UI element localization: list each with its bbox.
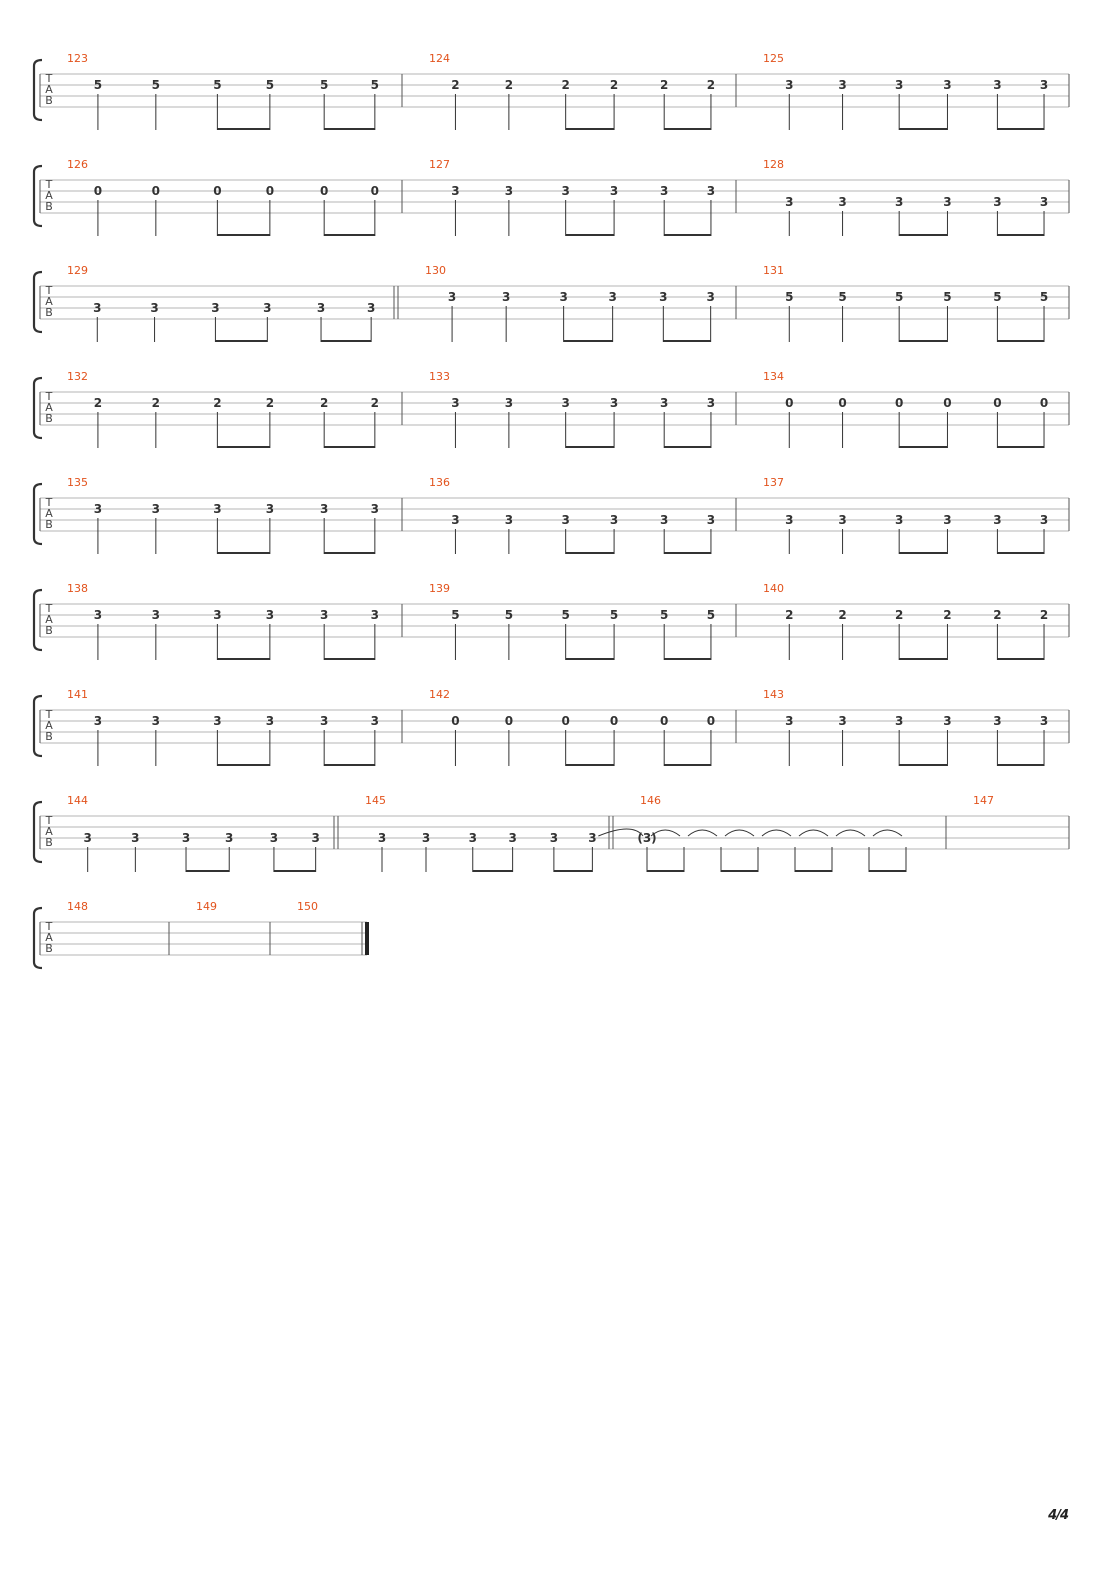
note-beam (566, 446, 614, 448)
tab-clef-letter: A (45, 931, 53, 944)
measure-number: 123 (67, 52, 88, 65)
measure-number: 134 (763, 370, 784, 383)
measure-number: 136 (429, 476, 450, 489)
fret-number: 3 (993, 78, 1002, 92)
fret-number: 3 (706, 396, 716, 410)
fret-number: 3 (993, 195, 1002, 209)
note-beam (215, 340, 267, 342)
fret-number: 2 (151, 396, 161, 410)
fret-number: 3 (588, 831, 597, 845)
fret-number: 3 (468, 831, 477, 845)
fret-number: 3 (785, 78, 794, 92)
fret-number: 3 (181, 831, 191, 845)
note-beam (217, 128, 269, 130)
fret-number: 2 (706, 78, 716, 92)
tab-clef-letter: A (45, 507, 53, 520)
fret-number: 0 (706, 714, 716, 728)
measure-number: 126 (67, 158, 88, 171)
fret-number: 5 (265, 78, 275, 92)
fret-number: 2 (213, 396, 222, 410)
note-beam (664, 128, 711, 130)
tab-clef-letter: B (45, 412, 53, 425)
note-beam (899, 234, 947, 236)
fret-number: 3 (311, 831, 320, 845)
note-beam (997, 658, 1044, 660)
note-beam (324, 764, 375, 766)
fret-number: 3 (501, 290, 511, 304)
note-beam (899, 340, 947, 342)
note-beam (997, 446, 1044, 448)
tab-clef-letter: B (45, 200, 53, 213)
fret-number: 5 (504, 608, 514, 622)
note-beam (554, 870, 593, 872)
fret-number: 3 (943, 714, 952, 728)
note-beam (324, 128, 375, 130)
fret-number: 2 (785, 608, 794, 622)
fret-number: 3 (451, 396, 460, 410)
tab-clef-letter: T (45, 72, 53, 85)
fret-number: 5 (785, 290, 794, 304)
tab-clef-letter: T (45, 708, 53, 721)
tab-system (34, 900, 369, 968)
tie-arc (762, 830, 791, 836)
note-beam (566, 234, 614, 236)
fret-number: 2 (609, 78, 619, 92)
note-beam (997, 128, 1044, 130)
note-beam (664, 552, 711, 554)
fret-number: 0 (838, 396, 847, 410)
fret-number: 3 (447, 290, 457, 304)
fret-number: 3 (894, 513, 904, 527)
fret-number: 0 (213, 184, 222, 198)
measure-number: 125 (763, 52, 784, 65)
fret-number: 3 (451, 513, 460, 527)
final-barline-thick (365, 922, 369, 955)
measure-number: 137 (763, 476, 784, 489)
fret-number: 5 (609, 608, 619, 622)
tab-clef-letter: A (45, 401, 53, 414)
fret-number: 3 (263, 301, 272, 315)
measure-number: 141 (67, 688, 88, 701)
fret-number: 3 (151, 502, 161, 516)
fret-number: 3 (660, 396, 669, 410)
fret-number: 2 (93, 396, 103, 410)
measure-number: 127 (429, 158, 450, 171)
fret-number: 3 (269, 831, 279, 845)
note-beam (997, 234, 1044, 236)
fret-number: 3 (609, 513, 619, 527)
fret-number: 5 (451, 608, 460, 622)
measure-number: 143 (763, 688, 784, 701)
note-beam (564, 340, 613, 342)
tab-clef-letter: B (45, 306, 53, 319)
fret-number: 3 (93, 714, 103, 728)
note-beam (321, 340, 371, 342)
fret-number: 0 (1039, 396, 1049, 410)
note-beam (664, 234, 711, 236)
note-beam (473, 870, 513, 872)
fret-number: 5 (660, 608, 669, 622)
fret-number: 3 (93, 608, 103, 622)
fret-number: 5 (561, 608, 570, 622)
measure-number: 145 (365, 794, 386, 807)
tab-clef-letter: B (45, 942, 53, 955)
fret-number: 3 (131, 831, 140, 845)
tab-system (34, 688, 1069, 766)
note-beam (899, 446, 947, 448)
fret-number: 3 (150, 301, 159, 315)
fret-number: 3 (319, 502, 329, 516)
note-beam (324, 234, 375, 236)
fret-number: 3 (366, 301, 376, 315)
note-beam (899, 552, 947, 554)
fret-number: 3 (370, 608, 380, 622)
note-beam (324, 446, 375, 448)
fret-number: 3 (993, 513, 1002, 527)
fret-number: 0 (561, 714, 570, 728)
fret-number: 2 (660, 78, 669, 92)
note-beam (217, 764, 269, 766)
fret-number: 5 (370, 78, 380, 92)
fret-number: 3 (706, 513, 716, 527)
measure-number: 149 (196, 900, 217, 913)
tab-system (34, 582, 1069, 660)
fret-number: 3 (1039, 195, 1049, 209)
measure-number: 142 (429, 688, 450, 701)
note-beam (997, 340, 1044, 342)
fret-number: 3 (319, 714, 329, 728)
tab-clef-letter: B (45, 624, 53, 637)
fret-number: 3 (421, 831, 431, 845)
measure-number: 131 (763, 264, 784, 277)
note-beam (186, 870, 229, 872)
measure-number: 144 (67, 794, 88, 807)
note-beam (869, 870, 906, 872)
tie-arc (688, 830, 717, 836)
note-beam (566, 552, 614, 554)
note-beam (566, 128, 614, 130)
fret-number: 0 (319, 184, 329, 198)
fret-number: 3 (608, 290, 617, 304)
fret-number: 3 (609, 184, 619, 198)
fret-number: 0 (609, 714, 619, 728)
system-bracket (34, 590, 42, 650)
fret-number: 2 (504, 78, 514, 92)
fret-number: 5 (93, 78, 103, 92)
measure-number: 147 (973, 794, 994, 807)
fret-number: (3) (637, 831, 657, 845)
fret-number: 3 (151, 714, 161, 728)
tab-system (34, 158, 1069, 236)
note-beam (663, 340, 710, 342)
measure-number: 133 (429, 370, 450, 383)
system-bracket (34, 802, 42, 862)
fret-number: 0 (943, 396, 952, 410)
measure-number: 139 (429, 582, 450, 595)
fret-number: 3 (265, 714, 275, 728)
note-beam (566, 658, 614, 660)
tab-clef-letter: T (45, 390, 53, 403)
tab-system (34, 476, 1069, 554)
page-number: 4/4 (1048, 1508, 1068, 1523)
fret-number: 3 (785, 195, 794, 209)
fret-number: 2 (894, 608, 904, 622)
system-bracket (34, 696, 42, 756)
fret-number: 3 (659, 290, 668, 304)
fret-number: 3 (943, 78, 952, 92)
fret-number: 3 (504, 396, 514, 410)
note-beam (217, 658, 269, 660)
note-beam (899, 764, 947, 766)
fret-number: 2 (265, 396, 275, 410)
note-beam (997, 764, 1044, 766)
fret-number: 3 (785, 714, 794, 728)
fret-number: 3 (151, 608, 161, 622)
fret-number: 3 (211, 301, 220, 315)
note-beam (664, 764, 711, 766)
fret-number: 3 (706, 290, 715, 304)
measure-number: 146 (640, 794, 661, 807)
system-bracket (34, 484, 42, 544)
tab-clef-letter: A (45, 295, 53, 308)
fret-number: 3 (316, 301, 326, 315)
fret-number: 3 (508, 831, 517, 845)
fret-number: 3 (561, 184, 570, 198)
fret-number: 0 (265, 184, 275, 198)
tab-clef-letter: B (45, 730, 53, 743)
fret-number: 3 (370, 502, 380, 516)
fret-number: 5 (213, 78, 222, 92)
tab-clef-letter: A (45, 825, 53, 838)
fret-number: 3 (213, 502, 222, 516)
tab-clef-letter: A (45, 83, 53, 96)
note-beam (324, 658, 375, 660)
fret-number: 3 (838, 78, 847, 92)
fret-number: 2 (993, 608, 1002, 622)
fret-number: 3 (319, 608, 329, 622)
fret-number: 3 (785, 513, 794, 527)
tie-arc (598, 829, 643, 836)
fret-number: 3 (838, 195, 847, 209)
measure-number: 138 (67, 582, 88, 595)
tab-clef-letter: B (45, 518, 53, 531)
fret-number: 2 (370, 396, 380, 410)
note-beam (664, 446, 711, 448)
fret-number: 2 (561, 78, 570, 92)
measure-number: 140 (763, 582, 784, 595)
system-bracket (34, 908, 42, 968)
fret-number: 0 (894, 396, 904, 410)
tab-system (34, 370, 1069, 448)
fret-number: 3 (93, 502, 103, 516)
tab-system (34, 794, 1069, 872)
fret-number: 3 (370, 714, 380, 728)
fret-number: 3 (1039, 78, 1049, 92)
fret-number: 3 (894, 78, 904, 92)
fret-number: 0 (93, 184, 103, 198)
system-bracket (34, 272, 42, 332)
tab-clef-letter: T (45, 814, 53, 827)
tab-clef-letter: B (45, 94, 53, 107)
fret-number: 3 (504, 513, 514, 527)
note-beam (795, 870, 832, 872)
fret-number: 2 (1039, 608, 1049, 622)
fret-number: 5 (943, 290, 952, 304)
fret-number: 0 (451, 714, 460, 728)
fret-number: 3 (83, 831, 92, 845)
tab-clef-letter: A (45, 189, 53, 202)
fret-number: 3 (549, 831, 559, 845)
measure-number: 130 (425, 264, 446, 277)
fret-number: 0 (504, 714, 514, 728)
note-beam (899, 128, 947, 130)
fret-number: 3 (1039, 714, 1049, 728)
fret-number: 3 (894, 714, 904, 728)
measure-number: 132 (67, 370, 88, 383)
fret-number: 3 (265, 608, 275, 622)
fret-number: 3 (706, 184, 716, 198)
measure-number: 150 (297, 900, 318, 913)
note-beam (324, 552, 375, 554)
fret-number: 0 (993, 396, 1002, 410)
fret-number: 3 (213, 608, 222, 622)
fret-number: 5 (838, 290, 847, 304)
fret-number: 3 (377, 831, 387, 845)
fret-number: 3 (561, 513, 570, 527)
tab-clef-letter: T (45, 178, 53, 191)
note-beam (899, 658, 947, 660)
fret-number: 3 (265, 502, 275, 516)
fret-number: 5 (151, 78, 161, 92)
fret-number: 2 (943, 608, 952, 622)
fret-number: 3 (838, 513, 847, 527)
fret-number: 3 (213, 714, 222, 728)
system-bracket (34, 166, 42, 226)
fret-number: 3 (451, 184, 460, 198)
measure-number: 148 (67, 900, 88, 913)
tab-clef-letter: A (45, 613, 53, 626)
fret-number: 3 (943, 195, 952, 209)
tab-clef-letter: T (45, 602, 53, 615)
fret-number: 3 (504, 184, 514, 198)
measure-number: 128 (763, 158, 784, 171)
note-beam (721, 870, 758, 872)
fret-number: 5 (319, 78, 329, 92)
tab-clef-letter: T (45, 920, 53, 933)
measure-number: 135 (67, 476, 88, 489)
fret-number: 3 (225, 831, 234, 845)
tab-system (34, 52, 1069, 130)
tie-arc (836, 830, 865, 836)
tab-clef-letter: B (45, 836, 53, 849)
fret-number: 3 (609, 396, 619, 410)
note-beam (217, 552, 269, 554)
fret-number: 2 (319, 396, 329, 410)
note-beam (647, 870, 684, 872)
tab-clef-letter: T (45, 496, 53, 509)
fret-number: 0 (151, 184, 161, 198)
note-beam (997, 552, 1044, 554)
fret-number: 5 (894, 290, 904, 304)
note-beam (274, 870, 316, 872)
fret-number: 3 (660, 184, 669, 198)
tab-clef-letter: A (45, 719, 53, 732)
note-beam (217, 446, 269, 448)
measure-number: 129 (67, 264, 88, 277)
fret-number: 3 (660, 513, 669, 527)
tie-arc (799, 830, 828, 836)
measure-number: 124 (429, 52, 450, 65)
system-bracket (34, 378, 42, 438)
fret-number: 5 (706, 608, 716, 622)
fret-number: 0 (660, 714, 669, 728)
fret-number: 3 (993, 714, 1002, 728)
fret-number: 5 (993, 290, 1002, 304)
fret-number: 3 (838, 714, 847, 728)
fret-number: 2 (451, 78, 460, 92)
fret-number: 2 (838, 608, 847, 622)
tie-arc (873, 830, 902, 836)
fret-number: 3 (894, 195, 904, 209)
fret-number: 3 (1039, 513, 1049, 527)
fret-number: 5 (1039, 290, 1049, 304)
fret-number: 3 (943, 513, 952, 527)
fret-number: 0 (785, 396, 794, 410)
fret-number: 3 (559, 290, 568, 304)
tab-clef-letter: T (45, 284, 53, 297)
note-beam (566, 764, 614, 766)
system-bracket (34, 60, 42, 120)
tie-arc (725, 830, 754, 836)
fret-number: 3 (561, 396, 570, 410)
tab-system (34, 264, 1069, 342)
note-beam (217, 234, 269, 236)
fret-number: 0 (370, 184, 380, 198)
fret-number: 3 (93, 301, 102, 315)
note-beam (664, 658, 711, 660)
